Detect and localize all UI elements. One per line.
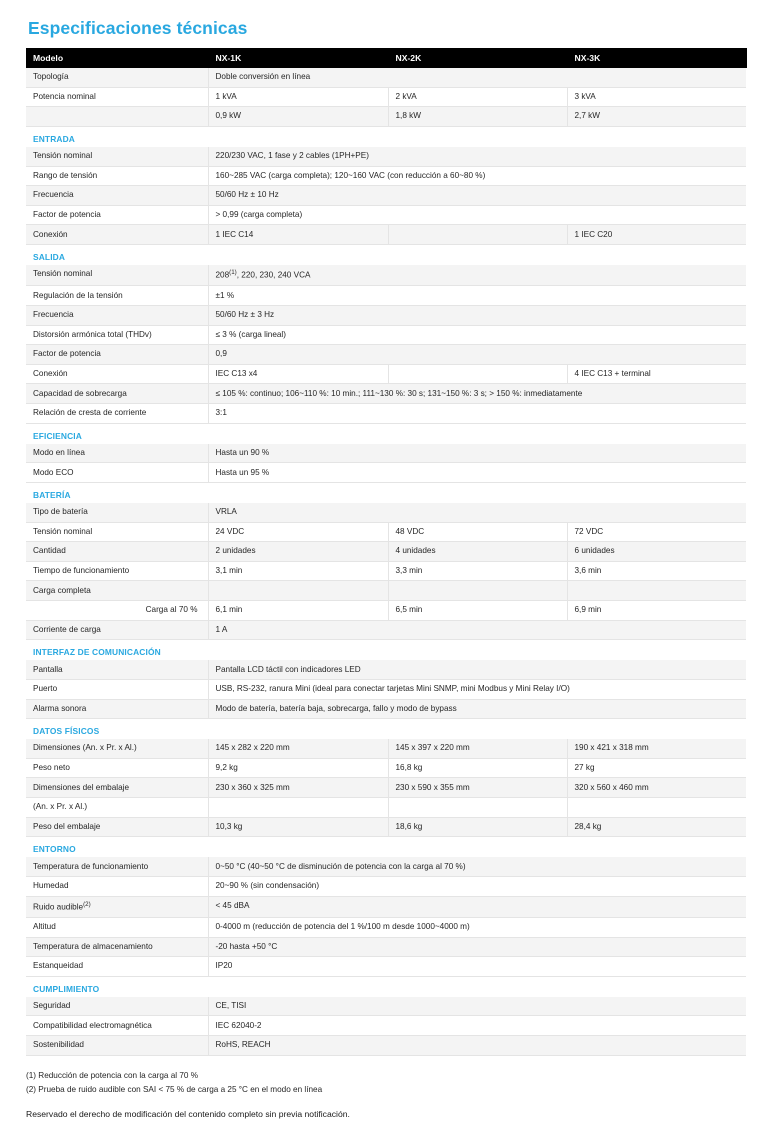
row-label: Seguridad	[26, 997, 208, 1016]
row-value-nx2k: 1,8 kW	[388, 107, 567, 127]
row-label: Carga completa	[26, 581, 208, 601]
row-value-all-models: ±1 %	[208, 286, 746, 306]
row-value-all-models: Modo de batería, batería baja, sobrecarga, fallo y modo de bypass	[208, 699, 746, 719]
section-label: SALIDA	[26, 245, 746, 266]
row-value-all-models: Hasta un 90 %	[208, 444, 746, 463]
row-value-nx1k	[208, 581, 388, 601]
row-label: Tensión nominal	[26, 522, 208, 542]
table-row	[26, 205, 746, 225]
row-label: Dimensiones (An. x Pr. x Al.)	[26, 739, 208, 758]
footnote-1: (1) Reducción de potencia con la carga al 70 %	[26, 1070, 199, 1080]
table-row	[26, 1016, 746, 1036]
row-label: Humedad	[26, 876, 208, 896]
row-label: Modo en línea	[26, 444, 208, 463]
row-value-all-models: 0~50 °C (40~50 °C de disminución de potencia con la carga al 70 %)	[208, 857, 746, 876]
section-label: INTERFAZ DE COMUNICACIÓN	[26, 640, 746, 661]
row-value-nx2k	[388, 798, 567, 818]
row-value-all-models: 220/230 VAC, 1 fase y 2 cables (1PH+PE)	[208, 147, 746, 166]
table-row	[26, 444, 746, 463]
section-header-row	[26, 423, 746, 444]
row-label: Corriente de carga	[26, 620, 208, 640]
row-label: Frecuencia	[26, 305, 208, 325]
table-row	[26, 876, 746, 896]
row-value-nx1k: 6,1 min	[208, 601, 388, 621]
table-row	[26, 305, 746, 325]
table-row	[26, 286, 746, 306]
row-label: Conexión	[26, 225, 208, 245]
table-row	[26, 679, 746, 699]
row-value-nx1k: 24 VDC	[208, 522, 388, 542]
section-label: DATOS FÍSICOS	[26, 719, 746, 740]
section-header-row	[26, 126, 746, 147]
section-label: BATERÍA	[26, 482, 746, 503]
row-label: Sostenibilidad	[26, 1036, 208, 1056]
row-value-nx3k: 1 IEC C20	[567, 225, 746, 245]
table-row	[26, 325, 746, 345]
row-value-all-models: IEC 62040-2	[208, 1016, 746, 1036]
row-value-nx3k: 2,7 kW	[567, 107, 746, 127]
row-label: Frecuencia	[26, 186, 208, 206]
section-label: ENTRADA	[26, 126, 746, 147]
row-value-nx3k: 190 x 421 x 318 mm	[567, 739, 746, 758]
row-value-nx3k	[567, 798, 746, 818]
row-label: Relación de cresta de corriente	[26, 404, 208, 424]
table-row	[26, 778, 746, 798]
row-value-all-models: 160~285 VAC (carga completa); 120~160 VAC (con reducción a 60~80 %)	[208, 166, 746, 186]
table-row	[26, 147, 746, 166]
row-label: Distorsión armónica total (THDv)	[26, 325, 208, 345]
row-label: Tensión nominal	[26, 265, 208, 286]
row-label: Puerto	[26, 679, 208, 699]
row-label: Modo ECO	[26, 463, 208, 483]
table-row	[26, 384, 746, 404]
row-value-all-models: RoHS, REACH	[208, 1036, 746, 1056]
row-value-nx2k	[388, 225, 567, 245]
row-value-nx2k: 18,6 kg	[388, 817, 567, 837]
footnote-marker: (1)	[229, 269, 237, 277]
row-value-all-models: IP20	[208, 957, 746, 977]
table-row	[26, 601, 746, 621]
row-value-nx2k: 145 x 397 x 220 mm	[388, 739, 567, 758]
table-row	[26, 404, 746, 424]
section-header-row	[26, 640, 746, 661]
column-header-nx1k: NX-1K	[208, 48, 388, 68]
row-value-nx2k: 2 kVA	[388, 87, 567, 107]
row-value-all-models: 0,9	[208, 345, 746, 365]
table-row	[26, 107, 746, 127]
section-label: ENTORNO	[26, 837, 746, 858]
table-row	[26, 345, 746, 365]
row-value-nx2k: 230 x 590 x 355 mm	[388, 778, 567, 798]
row-value-nx3k: 320 x 560 x 460 mm	[567, 778, 746, 798]
section-header-row	[26, 719, 746, 740]
table-row	[26, 620, 746, 640]
row-value-nx3k: 72 VDC	[567, 522, 746, 542]
row-value-nx3k: 27 kg	[567, 758, 746, 778]
table-row	[26, 265, 746, 286]
row-value-nx2k: 6,5 min	[388, 601, 567, 621]
table-row	[26, 522, 746, 542]
row-value-nx3k: 4 IEC C13 + terminal	[567, 364, 746, 384]
table-row	[26, 87, 746, 107]
row-label: Dimensiones del embalaje	[26, 778, 208, 798]
row-label: Rango de tensión	[26, 166, 208, 186]
row-value-nx1k: 1 IEC C14	[208, 225, 388, 245]
row-value-all-models: 1 A	[208, 620, 746, 640]
row-value-nx2k	[388, 581, 567, 601]
row-label: Capacidad de sobrecarga	[26, 384, 208, 404]
row-value-all-models: > 0,99 (carga completa)	[208, 205, 746, 225]
row-value-nx2k: 16,8 kg	[388, 758, 567, 778]
table-row	[26, 1036, 746, 1056]
table-row	[26, 896, 746, 917]
row-value-all-models: 50/60 Hz ± 3 Hz	[208, 305, 746, 325]
row-label: Ruido audible$^{(2)}$	[26, 896, 208, 917]
section-header-row	[26, 482, 746, 503]
section-label: CUMPLIMIENTO	[26, 976, 746, 997]
column-header-nx2k: NX-2K	[388, 48, 567, 68]
row-label: Factor de potencia	[26, 205, 208, 225]
row-value-nx3k: 28,4 kg	[567, 817, 746, 837]
row-label: Topología	[26, 68, 208, 87]
row-label: Compatibilidad electromagnética	[26, 1016, 208, 1036]
row-value-nx2k: 3,3 min	[388, 561, 567, 581]
footnote-marker: (2)	[83, 900, 91, 908]
footnote-2: (2) Prueba de ruido audible con SAI < 75 % de carga a 25 °C en el modo en línea	[26, 1085, 323, 1095]
table-header-row	[26, 48, 746, 68]
row-label: Peso neto	[26, 758, 208, 778]
table-row	[26, 186, 746, 206]
row-label: Temperatura de funcionamiento	[26, 857, 208, 876]
table-row	[26, 660, 746, 679]
row-label: Altitud	[26, 917, 208, 937]
table-header	[26, 48, 746, 68]
row-value-nx3k	[567, 581, 746, 601]
row-label: (An. x Pr. x Al.)	[26, 798, 208, 818]
table-row	[26, 542, 746, 562]
table-row	[26, 463, 746, 483]
row-label: Temperatura de almacenamiento	[26, 937, 208, 957]
table-body	[26, 68, 746, 1055]
row-label: Cantidad	[26, 542, 208, 562]
row-label: Regulación de la tensión	[26, 286, 208, 306]
row-value-all-models: Hasta un 95 %	[208, 463, 746, 483]
reserved-rights-note: Reservado el derecho de modificación del contenido completo sin previa notificación.	[26, 1109, 350, 1120]
table-row	[26, 957, 746, 977]
row-label	[26, 107, 208, 127]
row-value-nx2k: 48 VDC	[388, 522, 567, 542]
row-value-all-models: ≤ 3 % (carga lineal)	[208, 325, 746, 345]
row-value-all-models: 50/60 Hz ± 10 Hz	[208, 186, 746, 206]
table-row	[26, 364, 746, 384]
specifications-table	[26, 48, 747, 1056]
row-value-nx3k: 6 unidades	[567, 542, 746, 562]
row-label: Pantalla	[26, 660, 208, 679]
table-row	[26, 857, 746, 876]
section-header-row	[26, 837, 746, 858]
row-value-all-models: 0-4000 m (reducción de potencia del 1 %/100 m desde 1000~4000 m)	[208, 917, 746, 937]
table-row	[26, 758, 746, 778]
row-label: Alarma sonora	[26, 699, 208, 719]
table-row	[26, 739, 746, 758]
row-value-nx3k: 3 kVA	[567, 87, 746, 107]
row-value-nx3k: 6,9 min	[567, 601, 746, 621]
table-row	[26, 699, 746, 719]
row-value-nx1k: 145 x 282 x 220 mm	[208, 739, 388, 758]
row-value-all-models: < 45 dBA	[208, 896, 746, 917]
section-header-row	[26, 245, 746, 266]
section-label: EFICIENCIA	[26, 423, 746, 444]
table-row	[26, 503, 746, 522]
table-row	[26, 166, 746, 186]
row-value-nx1k: IEC C13 x4	[208, 364, 388, 384]
row-value-all-models: CE, TISI	[208, 997, 746, 1016]
table-row	[26, 798, 746, 818]
row-label: Estanqueidad	[26, 957, 208, 977]
table-row	[26, 817, 746, 837]
table-row	[26, 917, 746, 937]
row-value-nx1k: 3,1 min	[208, 561, 388, 581]
row-value-nx1k	[208, 798, 388, 818]
row-label: Tipo de batería	[26, 503, 208, 522]
row-value-nx1k: 1 kVA	[208, 87, 388, 107]
row-value-all-models: Doble conversión en línea	[208, 68, 746, 87]
row-value-all-models: ≤ 105 %: continuo; 106~110 %: 10 min.; 111~130 %: 30 s; 131~150 %: 3 s; > 150 %: inmediatamente	[208, 384, 746, 404]
row-value-all-models: USB, RS-232, ranura Mini (ideal para conectar tarjetas Mini SNMP, mini Modbus y Mini Relay I/O)	[208, 679, 746, 699]
table-row	[26, 937, 746, 957]
row-value-all-models: Pantalla LCD táctil con indicadores LED	[208, 660, 746, 679]
row-value-nx2k	[388, 364, 567, 384]
column-header-modelo: Modelo	[26, 48, 208, 68]
footnotes	[26, 1069, 746, 1098]
row-label: Peso del embalaje	[26, 817, 208, 837]
row-value-all-models: -20 hasta +50 °C	[208, 937, 746, 957]
row-value-all-models: 20~90 % (sin condensación)	[208, 876, 746, 896]
row-value-all-models: 208$^{(1)}$, 220, 230, 240 VCA	[208, 265, 746, 286]
table-row	[26, 68, 746, 87]
section-header-row	[26, 976, 746, 997]
table-row	[26, 581, 746, 601]
table-row	[26, 561, 746, 581]
row-value-nx1k: 10,3 kg	[208, 817, 388, 837]
column-header-nx3k: NX-3K	[567, 48, 746, 68]
row-label: Factor de potencia	[26, 345, 208, 365]
row-label: Tiempo de funcionamiento	[26, 561, 208, 581]
page-title: Especificaciones técnicas	[28, 18, 248, 38]
table-row	[26, 997, 746, 1016]
row-label: Potencia nominal	[26, 87, 208, 107]
row-value-nx1k: 2 unidades	[208, 542, 388, 562]
table-row	[26, 225, 746, 245]
row-value-nx1k: 230 x 360 x 325 mm	[208, 778, 388, 798]
row-value-nx3k: 3,6 min	[567, 561, 746, 581]
row-value-nx1k: 9,2 kg	[208, 758, 388, 778]
row-label: Carga al 70 %	[26, 601, 208, 621]
row-value-all-models: VRLA	[208, 503, 746, 522]
row-label: Tensión nominal	[26, 147, 208, 166]
row-value-nx1k: 0,9 kW	[208, 107, 388, 127]
row-value-nx2k: 4 unidades	[388, 542, 567, 562]
row-label: Conexión	[26, 364, 208, 384]
row-value-all-models: 3:1	[208, 404, 746, 424]
